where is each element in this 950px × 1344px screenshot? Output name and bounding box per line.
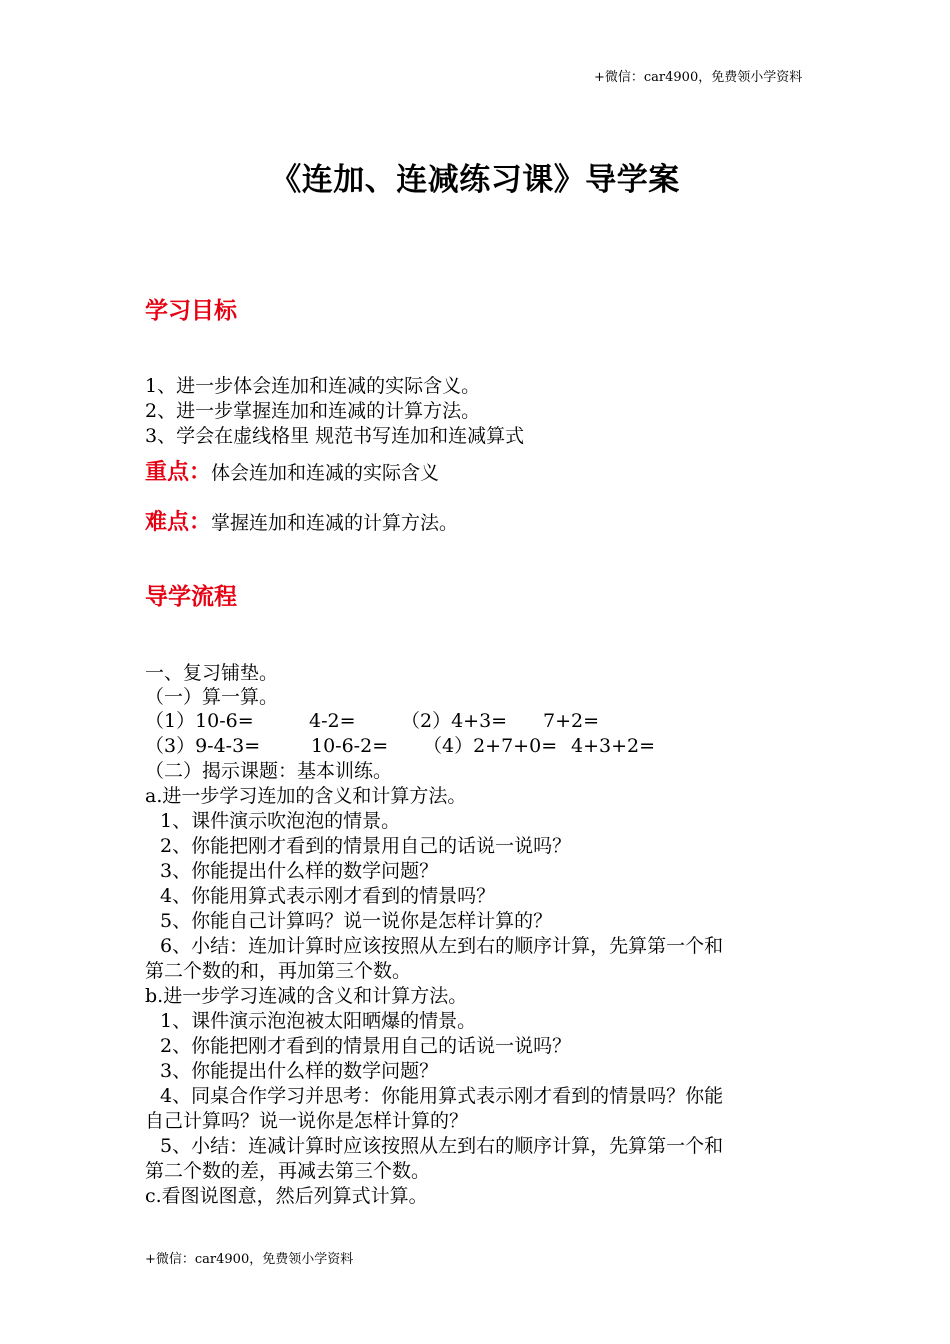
part-b-item: 5、小结：连减计算时应该按照从左到右的顺序计算，先算第一个和	[160, 1135, 724, 1157]
calc-row-2	[145, 734, 795, 759]
part-b-title: b.进一步学习连减的含义和计算方法。	[145, 985, 468, 1007]
footer-note: +微信：car4900，免费领小学资料	[145, 1252, 354, 1267]
calc-item: 7+2=	[543, 710, 600, 732]
calc-title: （一）算一算。	[145, 686, 279, 708]
goal-item-2: 2、进一步掌握连加和连减的计算方法。	[145, 400, 481, 422]
key-point-text: 体会连加和连减的实际含义	[211, 462, 440, 484]
goal-item-3: 3、学会在虚线格里 规范书写连加和连减算式	[145, 425, 525, 447]
difficulty-point	[145, 510, 458, 536]
part-b-item: 3、你能提出什么样的数学问题？	[160, 1060, 439, 1082]
calc-item: （1）10-6=	[145, 710, 254, 732]
part-b-item: 4、同桌合作学习并思考：你能用算式表示刚才看到的情景吗？你能	[160, 1085, 724, 1107]
section-heading-flow: 导学流程	[145, 584, 237, 610]
page-title: 《连加、连减练习课》导学案	[270, 162, 680, 198]
key-point-label: 重点：	[145, 460, 212, 485]
reveal-title: （二）揭示课题：基本训练。	[145, 760, 393, 782]
part-a-item: 2、你能把刚才看到的情景用自己的话说一说吗？	[160, 835, 572, 857]
difficulty-text: 掌握连加和连减的计算方法。	[211, 512, 459, 534]
calc-item: （2）4+3=	[401, 710, 508, 732]
part-b-item: 2、你能把刚才看到的情景用自己的话说一说吗？	[160, 1035, 572, 1057]
calc-item: 10-6-2=	[311, 735, 389, 757]
part-a-item: 3、你能提出什么样的数学问题？	[160, 860, 439, 882]
calc-row-1	[145, 709, 795, 734]
part-a-item: 6、小结：连加计算时应该按照从左到右的顺序计算，先算第一个和	[160, 935, 724, 957]
part-a-item: 4、你能用算式表示刚才看到的情景吗？	[160, 885, 496, 907]
calc-item: 4+3+2=	[571, 735, 656, 757]
part-a-item: 5、你能自己计算吗？说一说你是怎样计算的？	[160, 910, 553, 932]
part-c-title: c.看图说图意，然后列算式计算。	[145, 1185, 428, 1207]
part-b-item: 1、课件演示泡泡被太阳晒爆的情景。	[160, 1010, 477, 1032]
header-note: +微信：car4900，免费领小学资料	[594, 70, 803, 85]
calc-item: 4-2=	[309, 710, 356, 732]
review-title: 一、复习铺垫。	[145, 662, 279, 684]
goal-item-1: 1、进一步体会连加和连减的实际含义。	[145, 375, 481, 397]
part-a-title: a.进一步学习连加的含义和计算方法。	[145, 785, 467, 807]
calc-item: （4）2+7+0=	[423, 735, 558, 757]
part-a-item: 1、课件演示吹泡泡的情景。	[160, 810, 401, 832]
calc-item: （3）9-4-3=	[145, 735, 261, 757]
part-a-item: 第二个数的和，再加第三个数。	[145, 960, 412, 982]
difficulty-label: 难点：	[145, 510, 212, 535]
section-heading-goals: 学习目标	[145, 298, 237, 324]
part-b-item: 第二个数的差，再减去第三个数。	[145, 1160, 431, 1182]
key-point	[145, 460, 439, 486]
part-b-item: 自己计算吗？说一说你是怎样计算的？	[145, 1110, 469, 1132]
